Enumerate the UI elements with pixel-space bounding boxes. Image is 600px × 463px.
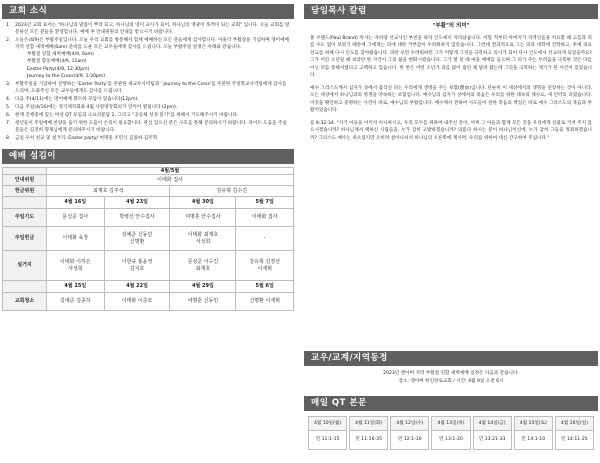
edu-body bbox=[304, 367, 598, 388]
qt-day-cell bbox=[349, 416, 388, 450]
clean-cell: 이태화 이준모 bbox=[104, 293, 170, 311]
qt-passage: 민 14:11-25 bbox=[561, 437, 588, 442]
right-column bbox=[304, 4, 598, 460]
news-item-body: 금일 우쳐 친교 및 설거지: Easter party/ 여명훈 조민식 김종하 김주혁 bbox=[15, 136, 158, 142]
news-item-text bbox=[15, 135, 157, 142]
table-row bbox=[3, 227, 294, 251]
table-row bbox=[3, 175, 294, 186]
qt-day-label: 4월 12일(수) bbox=[391, 417, 428, 431]
week-4: 5월 7일 bbox=[236, 197, 294, 209]
leader-label: 주일헌금 bbox=[3, 227, 47, 251]
news-item-body: 부활주일을 기념하여 진행하는 'Easter Party'를 주관한 새교우사역팀과 ' Journey to the Cross'를 주관한 주일학교사역팀에게 감사를 드리며, 도와주신 모든 교우들에게도 감사를 드립니다. bbox=[15, 81, 287, 94]
week-1: 4월 16일 bbox=[47, 197, 105, 209]
edu-header: 교우/교계/지역동정 bbox=[304, 351, 598, 366]
qt-day-cell bbox=[390, 416, 429, 450]
dish-cell: 이한규 홍윤정 김지호 bbox=[104, 251, 170, 281]
table-date-header: 4월/5월 bbox=[47, 167, 294, 175]
news-item-body: 다음 주(4/11)에는 영어예배 휘트하 모임이 있습니다(12pm). bbox=[15, 96, 139, 102]
news-item bbox=[6, 96, 290, 103]
week2-4: 5월 6일 bbox=[236, 281, 294, 293]
qt-passage: 민 11:16-35 bbox=[355, 437, 383, 442]
edu-line: 장소: 엔아버 한인장로교회 / 시간: 4월 9일 오전 6시 bbox=[398, 378, 504, 384]
offer-value-1: 최재호 김주석 bbox=[47, 186, 170, 197]
week2-3: 4월 29일 bbox=[170, 281, 236, 293]
news-item-body: 현재 진행중에 있는 여성 QT 모임과 소요리문답 2, 그리고 "공동체 성경 읽기"를 위해서 기도해주시기 바랍니다. bbox=[15, 113, 239, 119]
qt-day-cell bbox=[514, 416, 553, 450]
news-item bbox=[6, 22, 290, 36]
offer-label: 헌금위원 bbox=[3, 186, 47, 197]
news-item bbox=[6, 37, 290, 80]
news-sub-item: Easter Party(4/9, 12:30pm) bbox=[27, 66, 90, 72]
editorial-header: 담임목사 칼럼 bbox=[304, 4, 598, 19]
news-sub-item: 부활절 연합 새벽예배(4/9, 6am) bbox=[27, 52, 94, 58]
news-item-body: 2023년 교회 표어는 "하나님의 말씀이 뿌리 되고, 하나님의 영이 교사가 되어, 하나님의 영광이 목적이 되는 교회" 입니다. 오늘 교회를 방문하신 모든 분들을 환영합니다. 예배 후 안내위원의 안내를 받으시기 바랍니다. bbox=[15, 23, 290, 36]
clean-label: 교회청소 bbox=[3, 293, 47, 311]
qt-header: 매일 QT 본문 bbox=[304, 396, 598, 411]
news-item-text bbox=[15, 81, 290, 95]
clean-cell: 신명환 이재혁 bbox=[236, 293, 294, 311]
qt-day-label: 4월 11일(화) bbox=[350, 417, 387, 431]
qt-day-cell bbox=[555, 416, 594, 450]
worship-table bbox=[2, 167, 294, 312]
news-item bbox=[6, 120, 290, 134]
guide-value: 이태화 집사 bbox=[47, 175, 294, 186]
editorial-body bbox=[304, 19, 598, 142]
article-title: "부활"의 의미" bbox=[432, 23, 470, 29]
left-column bbox=[2, 4, 294, 460]
qt-passage: 민 13:21-33 bbox=[478, 437, 506, 442]
news-item-number: 6. bbox=[6, 113, 11, 119]
week-3: 4월 30일 bbox=[170, 197, 236, 209]
news-item-text bbox=[15, 104, 177, 111]
news-sub-item: Journey to the Cross(4/9, 1:30pm) bbox=[27, 73, 106, 79]
news-sub-item: 부활절 합동예배(4/9, 11am) bbox=[27, 59, 87, 65]
qt-passage: 민 13:1-20 bbox=[439, 437, 463, 442]
prayer-cell: 여명훈 안수집사 bbox=[170, 209, 236, 227]
news-item-text bbox=[15, 112, 238, 119]
news-header: 교회 소식 bbox=[2, 4, 294, 19]
dish-label: 설거지 bbox=[3, 251, 47, 281]
article-paragraph: 예수 그리스도께서 십자가 상에서 흘리신 피는 우리에게 생명을 주는 보혈(寶血)입니다. 단순히 이 세상에서의 생명을 연장하는 것이 아니라, 오는 세상에서 하나님과의 영생을 약속하는 보혈입니다. 예수님의 십자가 상에서의 죽음은 우리를 위한 대속의 제사요, 새 언약의 피였습니다. 이것을 확인하고 증명하는 사건이 바로, 예수님의 부활입니다. 예수께서 전하여 사도들이 전한 복음의 핵심은 바로 예수 그리스도의 죽음과 부활이었습니다. bbox=[310, 85, 592, 113]
week2-1: 4월 15일 bbox=[47, 281, 105, 293]
dish-cell: 문성준 이수진 최재호 bbox=[170, 251, 236, 281]
article-paragraph: 폴 브랜드(Paul Brand) 박사는 자비량 선교사인 부친을 따라 인도에서 자라났습니다. 어릴 적부터 아버지가 지역인들을 치료할 때 고름과 피를 수도 없이 보았기 때문에 그에게는 피에 대한 거부감이 두려워하지 않았습니다. 그런데 결과적으로 그는 의과 대학에 진학하고, 후에 의료 선교를 위해 다시 인도를 찾아왔습니다. 피만 보면 두려워하던 그가 어떻게 그것을 극복하고 의사가 되어 다시 인도에서 선교하게 되었을까요? 그가 어린 소년일 때 보았던 한 사건이 그의 삶을 변화시켰습니다. 그가 열 살 때 마을 예배를 들으며 그 피가 주는 두려움을 극복한 것은 다름 아닌 피를 통해서였다고 고백하고 있습니다. 한 번은 어떤 소년가 피를 많이 흘린 채 달려 왔는데 그것을 극복하는 계기가 된 사건이 있었습니다. bbox=[310, 35, 592, 78]
qt-passage: 민 12:1-16 bbox=[397, 437, 422, 442]
news-item-number: 7. bbox=[6, 121, 11, 127]
qt-passage: 민 11:1-15 bbox=[315, 437, 340, 442]
worship-header: 예배 섬김이 bbox=[2, 149, 294, 164]
guide-label: 안내위원 bbox=[3, 175, 47, 186]
dish-cell: 강유혁 김정선 이재혁 bbox=[236, 251, 294, 281]
table-row bbox=[3, 209, 294, 227]
news-item bbox=[6, 135, 290, 142]
edu-line: 2023년 엔아버 지역 부활절 연합 새벽예배 일정은 다음과 같습니다. bbox=[383, 371, 519, 376]
news-item bbox=[6, 81, 290, 95]
news-item-number: 2. bbox=[6, 38, 11, 44]
clean-cell: 여명훈 신동민 bbox=[170, 293, 236, 311]
offer-value-2: 강유혁 김수진 bbox=[170, 186, 294, 197]
leader-cell: - bbox=[236, 227, 294, 251]
qt-day-label: 4월 15일(토) bbox=[515, 417, 552, 431]
leader-cell: 이태화 육장 bbox=[47, 227, 105, 251]
news-item bbox=[6, 104, 290, 111]
qt-day-label: 4월 14일(금) bbox=[474, 417, 511, 431]
table-row bbox=[3, 167, 294, 175]
prayer-label: 주일기도 bbox=[3, 209, 47, 227]
article-paragraph: 롬 8:32-34. "자기 아들을 아끼지 아니하시고, 우리 모두를 위하여 내주신 분이, 어찌 그 아들과 함께 모든 것을 우리에게 선물로 거저 주지 않으시겠습니까? 하나님께서 택하신 사람들을, 누가 감히 고발하겠습니까? 의롭다 하시는 분이 하나님이신데, 누가 감히 그들을 정죄하겠습니까? 그리스도 예수는 죽으셨지만 오히려 살아나셔서 하나님의 오른쪽에 계시며, 우리를 위하여 대신 간구하여 주십니다." bbox=[310, 120, 592, 141]
qt-day-label: 4월 13일(목) bbox=[432, 417, 469, 431]
qt-row bbox=[308, 416, 594, 450]
leader-cell: 이태화 최재호 서성희 bbox=[170, 227, 236, 251]
week2-2: 4월 22일 bbox=[104, 281, 170, 293]
qt-day-label: 4월 10일(월) bbox=[309, 417, 346, 431]
qt-day-cell bbox=[473, 416, 512, 450]
news-item-number: 5. bbox=[6, 105, 11, 111]
news-item-body: 청년들이 주일예배 찬양을 돕기 위한 도움이 손길이 필요합니다. 관심 있으신 분은 구호를 통해 문의하시기 바랍니다. 라이트 도움을 주실 분들은 김진희 형제님에게 문의하주시기 바랍니다. bbox=[15, 121, 287, 134]
news-item-number: 1. bbox=[6, 23, 11, 28]
clean-cell: 김예준 김종하 bbox=[47, 293, 105, 311]
dish-cell: 이태화 이하은 서성희 bbox=[47, 251, 105, 281]
news-item-number: 8. bbox=[6, 136, 11, 142]
table-row bbox=[3, 281, 294, 293]
news-item bbox=[6, 112, 290, 119]
news-list bbox=[2, 19, 294, 143]
qt-day-cell bbox=[308, 416, 347, 450]
table-row bbox=[3, 186, 294, 197]
prayer-cell: 문성준 집사 bbox=[47, 209, 105, 227]
news-item-text bbox=[15, 37, 290, 80]
leader-cell: 김예준 신동민 신명환 bbox=[104, 227, 170, 251]
news-item-text bbox=[15, 120, 290, 134]
news-item-number: 4. bbox=[6, 96, 11, 102]
table-row bbox=[3, 293, 294, 311]
news-item-number: 3. bbox=[6, 81, 11, 87]
news-item-text bbox=[15, 22, 290, 36]
prayer-cell: 박병선 안수집사 bbox=[104, 209, 170, 227]
week-2: 4월 23일 bbox=[104, 197, 170, 209]
news-item-body: 다음 주일(4/16)에는 정기제직회와 4월 사랑방장회의가 연이어 열립니다 (2pm). bbox=[15, 105, 178, 111]
table-row bbox=[3, 251, 294, 281]
qt-calendar bbox=[304, 413, 598, 450]
qt-passage: 민 14:1-10 bbox=[521, 437, 546, 442]
news-item-body: 오늘은(4/9)은 부활주일입니다. 오늘 우리 교회를 방문해서 함께 예배하신 모든 분들에게 감사합니다. 아울러 부활절을 기념하며 영어예배 지역 연합 새벽예배(6am) 준비를 도운 모든 교우들에게 감사를 드립니다. 오늘 부활주일 일정은 아래와 같습니다. bbox=[15, 38, 289, 51]
qt-day-label: 4월 16일(일) bbox=[556, 417, 593, 431]
qt-day-cell bbox=[431, 416, 470, 450]
prayer-cell: 이태화 집사 bbox=[236, 209, 294, 227]
news-item-text bbox=[15, 96, 139, 103]
table-row bbox=[3, 197, 294, 209]
